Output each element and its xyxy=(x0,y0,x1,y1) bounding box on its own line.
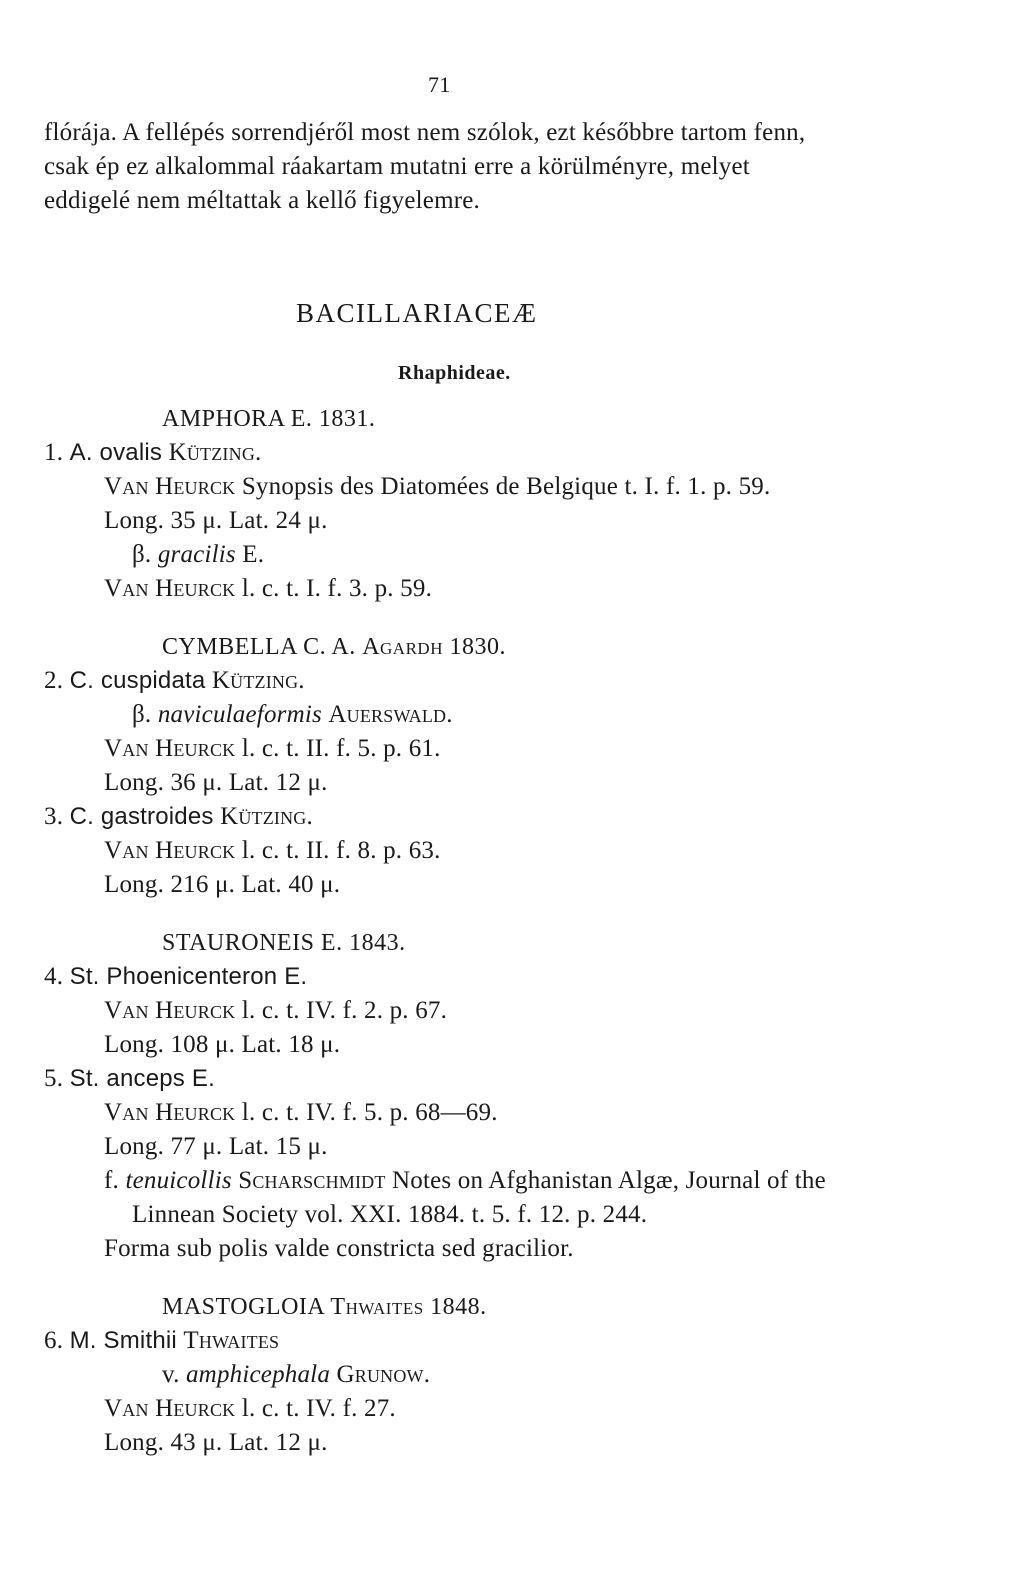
variety-author: Auerswald. xyxy=(328,701,453,728)
species-name: St. anceps E. xyxy=(69,1065,215,1092)
species-entry-4 xyxy=(44,962,307,992)
form-reference-continued: Linnean Society vol. XXI. 1884. t. 5. f. 12. p. 244. xyxy=(132,1201,648,1228)
species-number: 3. xyxy=(44,803,64,830)
variety-name: gracilis xyxy=(157,541,236,568)
intro-line-2: csak ép ez alkalommal ráakartam mutatni erre a körülményre, melyet xyxy=(44,153,750,180)
species-entry-6 xyxy=(44,1326,279,1356)
species-author: Thwaites xyxy=(183,1327,280,1354)
form-description: Forma sub polis valde constricta sed gracilior. xyxy=(104,1235,574,1262)
reference-author: Van Heurck xyxy=(104,1099,236,1126)
genus-author: Agardh xyxy=(362,634,443,660)
intro-line-3: eddigelé nem méltattak a kellő figyelemre. xyxy=(44,187,480,214)
reference-line xyxy=(104,574,432,604)
measurement-line: Long. 35 μ. Lat. 24 μ. xyxy=(104,507,328,534)
species-name: M. Smithii xyxy=(69,1327,177,1354)
variety-prefix: β. xyxy=(132,541,152,568)
reference-line xyxy=(104,1394,396,1424)
species-number: 4. xyxy=(44,963,64,990)
reference-text: l. c. t. II. f. 5. p. 61. xyxy=(241,735,441,762)
variety-name: naviculaeformis xyxy=(157,701,322,728)
measurement-line: Long. 77 μ. Lat. 15 μ. xyxy=(104,1133,328,1160)
family-heading: BACILLARIACEÆ xyxy=(296,298,538,328)
form-reference: Notes on Afghanistan Algæ, Journal of the xyxy=(392,1167,826,1194)
form-name: tenuicollis xyxy=(125,1167,232,1194)
intro-line-1: flórája. A fellépés sorrendjéről most nem szólok, ezt későbbre tartom fenn, xyxy=(44,119,806,146)
page-number: 71 xyxy=(428,72,451,97)
genus-year: 1848. xyxy=(430,1294,487,1320)
reference-line xyxy=(104,1098,498,1128)
species-number: 1. xyxy=(44,439,64,466)
reference-author: Van Heurck xyxy=(104,997,236,1024)
genus-name: CYMBELLA C. A. xyxy=(162,634,356,660)
species-name: C. gastroides xyxy=(69,803,214,830)
reference-author: Van Heurck xyxy=(104,1395,236,1422)
genus-heading-cymbella xyxy=(162,632,506,662)
variety-line xyxy=(132,540,264,570)
species-author: Kützing. xyxy=(220,803,313,830)
reference-author: Van Heurck xyxy=(104,473,236,500)
variety-name: amphicephala xyxy=(185,1361,331,1388)
species-number: 2. xyxy=(44,667,64,694)
variety-line xyxy=(132,700,453,730)
species-number: 6. xyxy=(44,1327,64,1354)
genus-year: 1830. xyxy=(449,634,506,660)
measurement-line: Long. 108 μ. Lat. 18 μ. xyxy=(104,1031,341,1058)
reference-text: l. c. t. IV. f. 5. p. 68—69. xyxy=(241,1099,498,1126)
form-line xyxy=(104,1166,826,1196)
species-name: C. cuspidata xyxy=(69,667,206,694)
reference-text: Synopsis des Diatomées de Belgique t. I. f. 1. p. 59. xyxy=(241,473,771,500)
genus-heading-amphora: AMPHORA E. 1831. xyxy=(162,406,376,432)
reference-line xyxy=(104,996,447,1026)
species-name: A. ovalis xyxy=(69,439,163,466)
subfamily-heading: Rhaphideae. xyxy=(398,362,511,384)
genus-heading-mastogloia xyxy=(162,1292,487,1322)
measurement-line: Long. 216 μ. Lat. 40 μ. xyxy=(104,871,341,898)
form-prefix: f. xyxy=(104,1167,119,1194)
genus-author: Thwaites xyxy=(330,1294,424,1320)
reference-author: Van Heurck xyxy=(104,575,236,602)
variety-prefix: β. xyxy=(132,701,152,728)
species-author: Kützing. xyxy=(168,439,262,466)
reference-line xyxy=(104,734,441,764)
species-entry-3 xyxy=(44,802,313,832)
measurement-line: Long. 36 μ. Lat. 12 μ. xyxy=(104,769,328,796)
reference-line xyxy=(104,836,441,866)
reference-text: l. c. t. I. f. 3. p. 59. xyxy=(241,575,433,602)
species-entry-5 xyxy=(44,1064,215,1094)
genus-name: MASTOGLOIA xyxy=(162,1294,324,1320)
species-name: St. Phoenicenteron E. xyxy=(69,963,308,990)
variety-line xyxy=(162,1360,430,1390)
variety-prefix: v. xyxy=(162,1361,180,1388)
reference-text: l. c. t. IV. f. 27. xyxy=(241,1395,396,1422)
form-author: Scharschmidt xyxy=(238,1167,386,1194)
species-entry-1 xyxy=(44,438,261,468)
reference-author: Van Heurck xyxy=(104,837,236,864)
reference-text: l. c. t. II. f. 8. p. 63. xyxy=(241,837,441,864)
species-author: Kützing. xyxy=(211,667,305,694)
measurement-line: Long. 43 μ. Lat. 12 μ. xyxy=(104,1429,328,1456)
species-entry-2 xyxy=(44,666,305,696)
reference-line xyxy=(104,472,770,502)
reference-author: Van Heurck xyxy=(104,735,236,762)
reference-text: l. c. t. IV. f. 2. p. 67. xyxy=(241,997,448,1024)
genus-heading-stauroneis: STAURONEIS E. 1843. xyxy=(162,930,406,956)
variety-author: E. xyxy=(242,541,265,568)
variety-author: Grunow. xyxy=(336,1361,431,1388)
species-number: 5. xyxy=(44,1065,64,1092)
